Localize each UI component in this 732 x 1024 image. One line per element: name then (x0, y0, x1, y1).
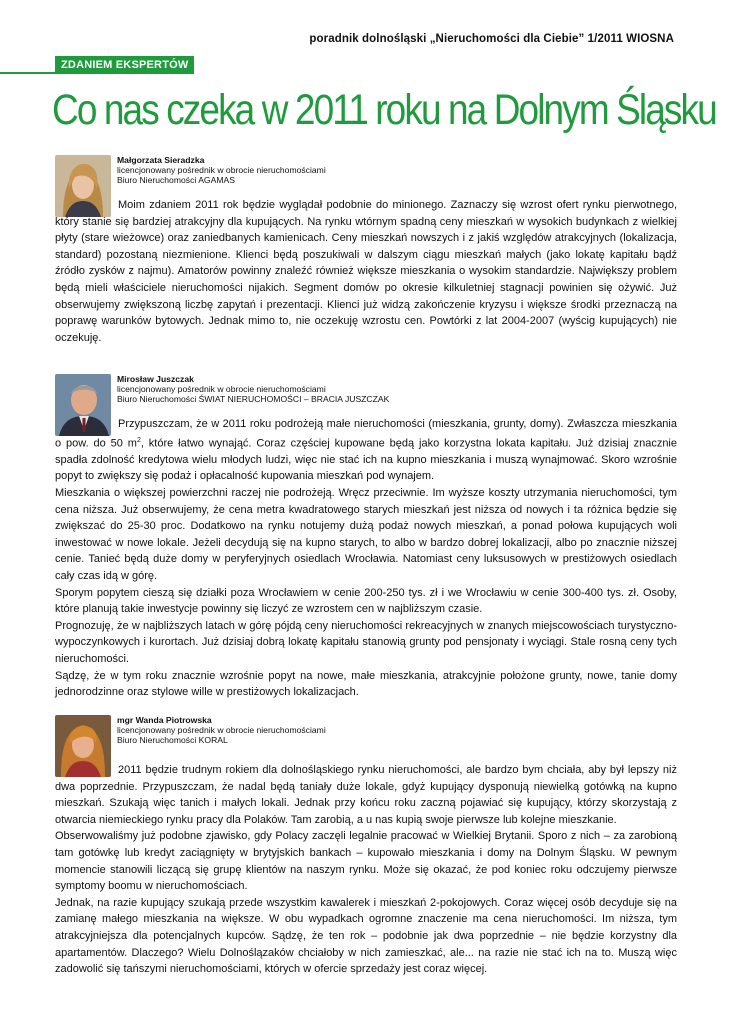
paragraph: Moim zdaniem 2011 rok będzie wyglądał podobnie do minionego. Zaznaczy się wzrost ofert rynku pierwotnego, który stanie się bardziej atrakcyjny dla kupujących. Na rynku wtórnym spadną ceny mieszkań w wysokich budynkach z wielkiej płyty (stare wieżowce) oraz zaniedbanych kamienicach. Ceny mieszkań nowszych i z jakiś względów atrakcyjnych (lokalizacja, standard) pozostaną niezmienione. Klienci będą poszukiwali w dalszym ciągu mieszkań małych (jako lokatę kapitału bądź źródło zysków z najmu). Amatorów powinny znaleźć również większe mieszkania o wysokim standardzie. Największy problem będą mieli właściciele nieruchomości nijakich. Segment domów po okresie kilkuletniej stagnacji powinien się ożywić. Już obserwujemy zwiększoną liczbę zapytań i prezentacji. Klienci już widzą zakończenie kryzysu i większe środki przeznaczą na poprawę warunków bytowych. Jednak mimo to, nie oczekuję wzrostu cen. Powtórki z lat 2004-2007 (wyścig kupujących) nie oczekuję. (55, 199, 677, 344)
expert-2-text (55, 416, 677, 701)
superscript: 2 (136, 436, 141, 444)
author-role: licencjonowany pośrednik w obrocie nieruchomościami (117, 725, 326, 736)
author-name: mgr Wanda Piotrowska (117, 715, 212, 725)
author-info (117, 155, 326, 186)
author-company: Biuro Nieruchomości KORAL (117, 735, 228, 746)
author-name: Mirosław Juszczak (117, 374, 194, 384)
author-company: Biuro Nieruchomości ŚWIAT NIERUCHOMOŚCI – BRACIA JUSZCZAK (117, 394, 390, 405)
paragraph (55, 416, 677, 485)
paragraph: 2011 będzie trudnym rokiem dla dolnośląskiego rynku nieruchomości, ale bardzo bym chciała, aby był lepszy niż dwa poprzednie. Przypuszczam, że nadal będą taniały duże lokale, gdyż kupujący dysponują niewielką gotówką na kupno mieszkań. Szukają więc tanich i małych lokali. Jednak przy końcu roku zaczną pojawiać się kupujący, którzy skorzystają z otwarcia niemieckiego rynku pracy dla Polaków. Tam zarobią, a u nas kupią swoje pierwsze lub kolejne mieszkanie. (55, 764, 677, 826)
paragraph-part: , które łatwo wynająć. Coraz częściej kupowane będą jako korzystna lokata kapitału. Już dzisiaj znacznie spadła zdolność kredytowa wielu młodych ludzi, więc nie stać ich na kupno mieszkania i muszą wynajmować. Skoro wzrośnie popyt to zwiększy się podaż i opłacalność kupowania mieszkań pod wynajem. (55, 437, 677, 483)
running-head: poradnik dolnośląski „Nieruchomości dla Ciebie” 1/2011 WIOSNA (309, 33, 674, 45)
paragraph: Prognozuję, że w najbliższych latach w górę pójdą ceny nieruchomości rekreacyjnych w znanych miejscowościach turystyczno-wypoczynkowych i kurortach. Już dzisiaj dobrą lokatę kapitału stanowią grunty pod pensjonaty i wyciągi. Stale rosną ceny tych nieruchomości. (55, 619, 677, 665)
paragraph: Sądzę, że w tym roku znacznie wzrośnie popyt na nowe, małe mieszkania, atrakcyjnie położone grunty, nowe, tanie domy jednorodzinne oraz stylowe wille w prestiżowych lokalizacjach. (55, 669, 677, 699)
author-info (117, 374, 389, 405)
paragraph-part: Przypuszczam, że w 2011 roku podrożeją małe nieruchomości (mieszkania, grunty, domy). Zwłaszcza mieszkania o pow. do 50 m (55, 418, 677, 450)
section-rule (0, 72, 55, 74)
author-company: Biuro Nieruchomości AGAMAS (117, 175, 235, 186)
author-info (117, 715, 326, 746)
paragraph: Sporym popytem cieszą się działki poza Wrocławiem w cenie 200-250 tys. zł i we Wrocławiu w cenie 300-400 tys. zł. Osoby, które planują takie inwestycje powinny się liczyć ze wzrostem cen w najbliższym czasie. (55, 586, 677, 616)
author-role: licencjonowany pośrednik w obrocie nieruchomościami (117, 165, 326, 176)
paragraph: Obserwowaliśmy już podobne zjawisko, gdy Polacy zaczęli legalnie pracować w Wielkiej Brytanii. Sporo z nich – za zarobioną tam gotówkę lub kredyt zaciągnięty w brytyjskich bankach – kupowało mieszkania i domy na Dolnym Śląsku. W pewnym momencie stanowili liczącą się grupę klientów na naszym rynku. Może się okazać, że pod koniec roku odczujemy pierwsze symptomy boomu w nieruchomościach. (55, 830, 677, 893)
author-role: licencjonowany pośrednik w obrocie nieruchomościami (117, 384, 326, 395)
author-name: Małgorzata Sieradzka (117, 155, 205, 165)
expert-3-text (55, 762, 677, 978)
paragraph: Mieszkania o większej powierzchni raczej nie podrożeją. Wręcz przeciwnie. Im wyższe koszty utrzymania nieruchomości, tym cena niższa. Już obserwujemy, że cena metra kwadratowego starych mieszkań jest niższa od nowych i ta różnica będzie się zwiększać do 25-30 proc. Dodatkowo na rynku notujemy dużą podaż nowych mieszkań, a ponad połowa kupujących woli inwestować w nowe lokale. Jeżeli decydują się na kupno starych, to albo w bardzo dobrej lokalizacji, albo po znacznie niższej cenie. Tanieć będą duże domy w peryferyjnych osiedlach Wrocławia. Natomiast ceny luksusowych w prestiżowych osiedlach cały czas idą w górę. (55, 487, 677, 582)
section-label: ZDANIEM EKSPERTÓW (55, 56, 194, 74)
expert-1-text (55, 197, 677, 346)
page-title: Co nas czeka w 2011 roku na Dolnym Śląsku (52, 86, 716, 134)
paragraph: Jednak, na razie kupujący szukają przede wszystkim kawalerek i mieszkań 2-pokojowych. Coraz więcej osób decyduje się na zamianę małego mieszkania na większe. W obu wypadkach ogromne znaczenie ma cena nieruchomości. Im niższa, tym atrakcyjniejsza dla potencjalnych kupców. Sądzę, że ten rok – podobnie jak dwa poprzednie – nie będzie korzystny dla apartamentów. Dlaczego? Wielu Dolnoślązaków chciałoby w nich zamieszkać, ale... na razie nie stać ich na to. Muszą więc zadowolić się tańszymi nieruchomościami, których w ofercie sprzedaży jest coraz więcej. (55, 896, 677, 976)
